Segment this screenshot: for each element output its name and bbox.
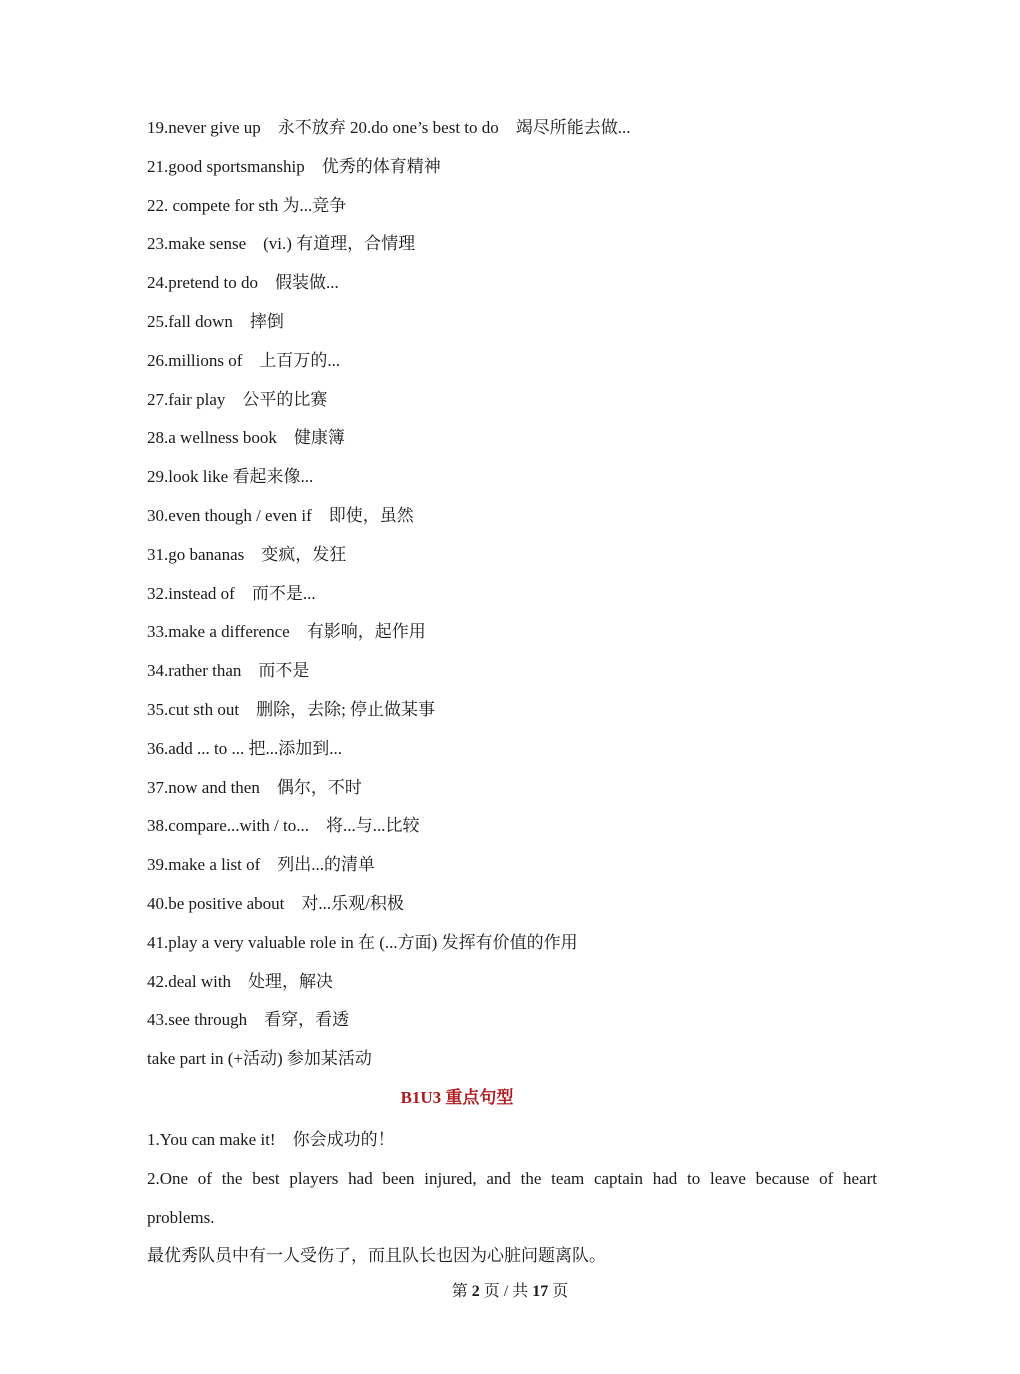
phrase-line: 21.good sportsmanship 优秀的体育精神 [147, 156, 441, 176]
sentence-2-line-2: problems. [147, 1207, 215, 1227]
phrase-line: 41.play a very valuable role in 在 (...方面) 发挥有价值的作用 [147, 932, 578, 952]
phrase-line: 27.fair play 公平的比赛 [147, 389, 328, 409]
sentence-list [147, 1121, 877, 1276]
phrase-line: take part in (+活动) 参加某活动 [147, 1049, 372, 1069]
phrase-line: 32.instead of 而不是... [147, 583, 316, 603]
phrase-line: 30.even though / even if 即使，虽然 [147, 505, 414, 525]
phrase-line: 33.make a difference 有影响，起作用 [147, 622, 426, 642]
phrase-line: 35.cut sth out 删除，去除; 停止做某事 [147, 699, 436, 719]
phrase-line: 36.add ... to ... 把...添加到... [147, 738, 343, 758]
footer-suffix: 页 [552, 1283, 569, 1300]
sentence-1: 1.You can make it! 你会成功的！ [147, 1130, 395, 1149]
footer-mid: 页 / 共 [483, 1283, 529, 1300]
phrase-line: 19.never give up 永不放弃 20.do one’s best to do 竭尽所能去做... [147, 118, 631, 137]
phrase-line: 43.see through 看穿，看透 [147, 1010, 350, 1030]
phrase-line: 26.millions of 上百万的... [147, 350, 341, 370]
page-footer [0, 1280, 1020, 1304]
phrase-line: 29.look like 看起来像... [147, 467, 314, 487]
phrase-line: 38.compare...with / to... 将...与...比较 [147, 816, 420, 836]
total-pages-number: 17 [532, 1283, 549, 1300]
footer-prefix: 第 [451, 1283, 468, 1300]
phrase-line: 22. compete for sth 为...竞争 [147, 195, 347, 215]
phrase-list [147, 113, 877, 1083]
phrase-line: 23.make sense (vi.) 有道理，合情理 [147, 234, 416, 254]
phrase-line: 40.be positive about 对...乐观/积极 [147, 893, 404, 913]
phrase-line: 28.a wellness book 健康簿 [147, 428, 345, 448]
sentence-2-translation: 最优秀队员中有一人受伤了，而且队长也因为心脏问题离队。 [147, 1246, 606, 1266]
section-heading: B1U3 重点句型 [400, 1088, 514, 1107]
phrase-line: 25.fall down 摔倒 [147, 311, 284, 331]
phrase-line: 39.make a list of 列出...的清单 [147, 855, 376, 875]
current-page-number: 2 [471, 1283, 480, 1300]
phrase-line: 24.pretend to do 假装做... [147, 273, 339, 293]
phrase-line: 31.go bananas 变疯，发狂 [147, 544, 347, 564]
phrase-line: 42.deal with 处理，解决 [147, 971, 334, 991]
phrase-line: 34.rather than 而不是 [147, 661, 310, 681]
phrase-line: 37.now and then 偶尔，不时 [147, 777, 362, 797]
sentence-2-line-1: 2.One of the best players had been injured, and the team captain had to leave because of heart [147, 1168, 877, 1188]
